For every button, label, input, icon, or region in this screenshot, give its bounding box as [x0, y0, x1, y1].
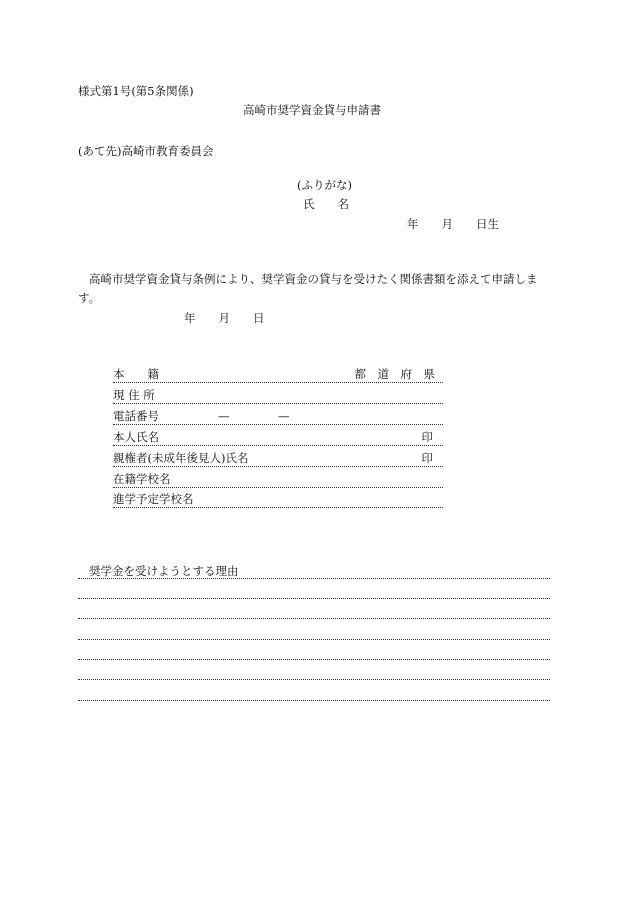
statement-line-2: す。: [78, 291, 101, 305]
reason-line[interactable]: [78, 659, 550, 660]
name-field-label: 本人氏名: [113, 429, 159, 444]
guardian-seal-mark: 印: [421, 450, 433, 465]
application-date: 年 月 日: [184, 311, 265, 325]
name-field[interactable]: [113, 430, 443, 446]
address-field[interactable]: [113, 388, 443, 404]
planned-school-label: 進学予定学校名: [113, 491, 194, 506]
name-label: 氏 名: [303, 197, 349, 211]
reason-line[interactable]: [78, 598, 550, 599]
birthdate-label: 年 月 日生: [407, 217, 499, 231]
reason-line[interactable]: [78, 700, 550, 701]
phone-field[interactable]: [113, 409, 443, 425]
form-number: 様式第1号(第5条関係): [78, 84, 194, 98]
guardian-label: 親権者(未成年後見人)氏名: [113, 450, 249, 465]
page-title: 高崎市奨学資金貸与申請書: [243, 103, 381, 117]
phone-dash-2: —: [278, 408, 290, 423]
furigana-label: (ふりがな): [297, 178, 352, 192]
honseki-label: 本 籍: [113, 366, 159, 381]
reason-line[interactable]: [78, 679, 550, 680]
reason-line[interactable]: [78, 618, 550, 619]
honseki-field[interactable]: [113, 367, 443, 383]
prefecture-label: 都 道 府 県: [354, 366, 435, 381]
reason-line[interactable]: [78, 639, 550, 640]
addressee: (あて先)高崎市教育委員会: [78, 144, 214, 158]
phone-dash-1: —: [218, 408, 230, 423]
seal-mark: 印: [421, 429, 433, 444]
reason-line[interactable]: [78, 578, 550, 579]
phone-label: 電話番号: [113, 408, 159, 423]
statement-line-1: 高崎市奨学資金貸与条例により、奨学資金の貸与を受けたく関係書類を添えて申請しま: [89, 272, 538, 286]
address-label: 現 住 所: [113, 387, 155, 402]
current-school-label: 在籍学校名: [113, 471, 171, 486]
planned-school-field[interactable]: [113, 492, 443, 508]
guardian-field[interactable]: [113, 451, 443, 467]
reason-label: 奨学金を受けようとする理由: [89, 564, 239, 578]
current-school-field[interactable]: [113, 472, 443, 488]
